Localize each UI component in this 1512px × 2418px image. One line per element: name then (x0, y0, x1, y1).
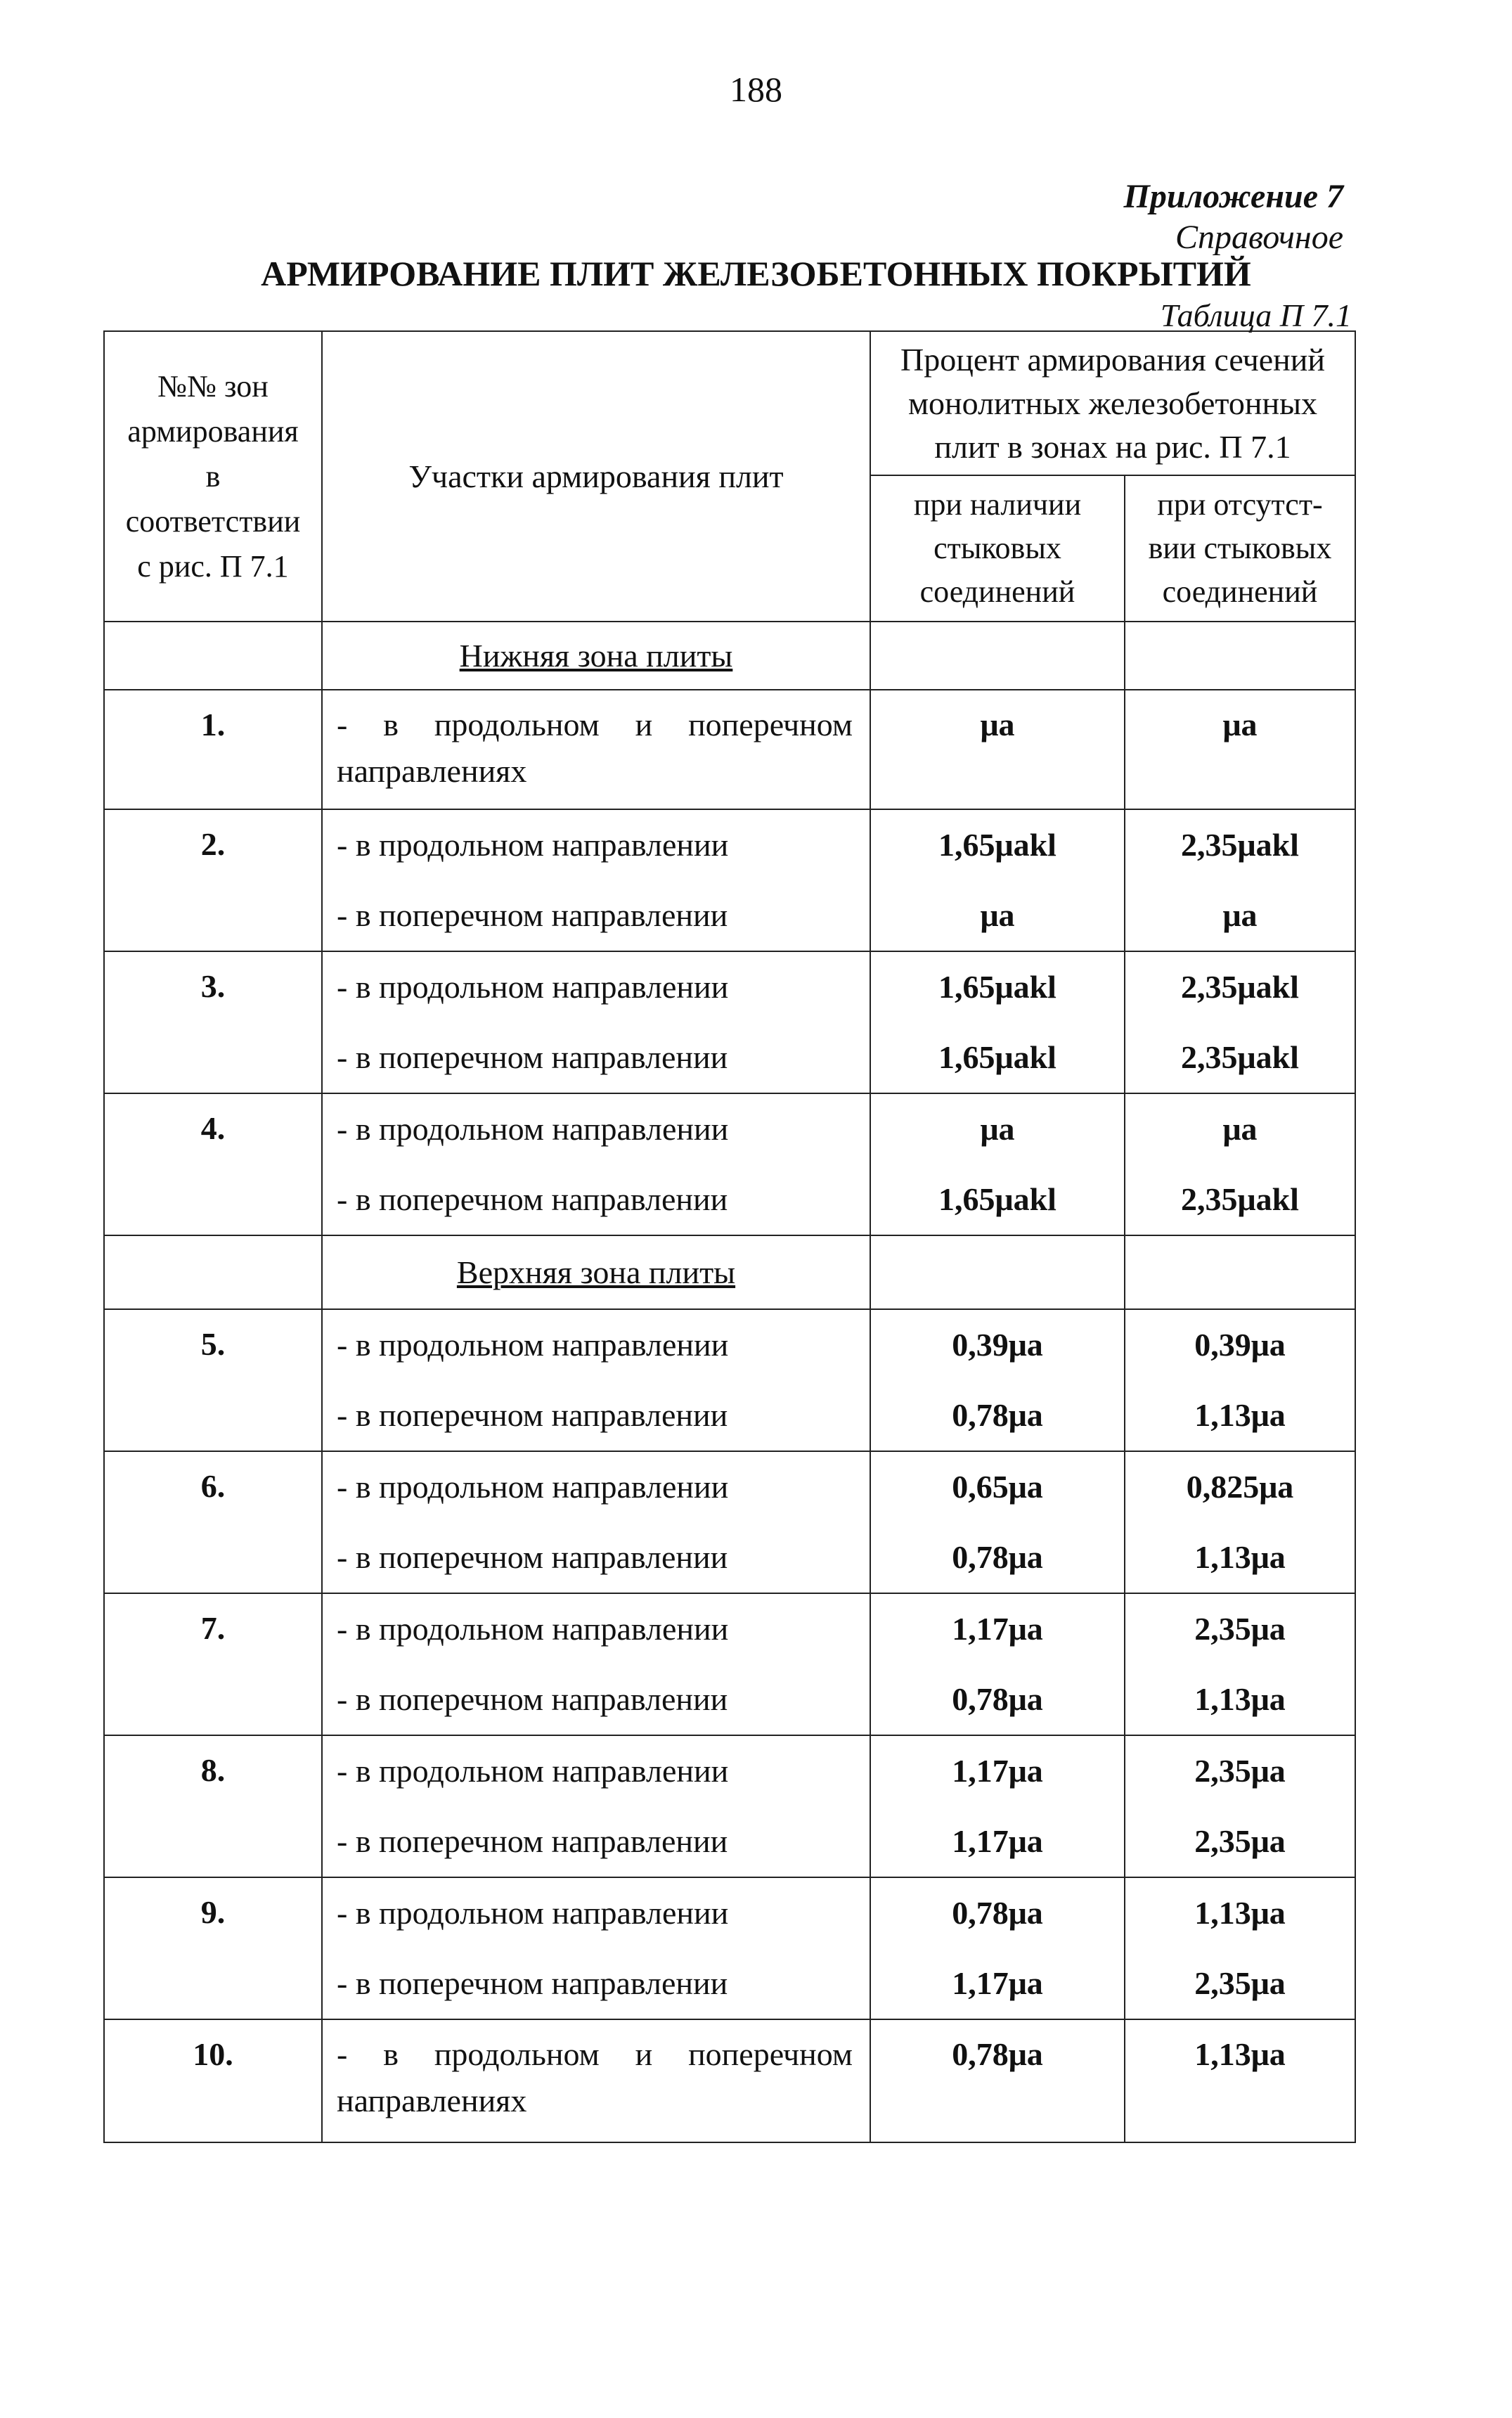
value-text: 2,35μa (1194, 1965, 1286, 2001)
table-header-row (104, 331, 1355, 475)
header-text: монолитных железобетонных (907, 385, 1318, 421)
document-title: АРМИРОВАНИЕ ПЛИТ ЖЕЛЕЗОБЕТОННЫХ ПОКРЫТИЙ (261, 254, 1251, 293)
header-text: №№ зон (157, 368, 269, 404)
value-text: 1,65μakl (938, 827, 1057, 863)
zone-number: 6. (104, 1451, 322, 1593)
header-text: соединений (919, 574, 1075, 609)
area-text-line: - в продольном направлении (337, 969, 729, 1005)
value-text: 2,35μa (1194, 1753, 1286, 1789)
value-text: 1,65μakl (938, 1181, 1057, 1217)
empty-cell (104, 1235, 322, 1309)
value-text: 0,78μa (952, 2036, 1043, 2072)
value-text: 1,13μa (1194, 2036, 1286, 2072)
area-text-line: - в поперечном направлении (337, 1397, 728, 1433)
reinforcement-table (103, 330, 1356, 2143)
value-text: 2,35μa (1194, 1823, 1286, 1859)
value-text: 1,65μakl (938, 1039, 1057, 1075)
reference-note: Справочное (1175, 219, 1343, 256)
value-text: μa (980, 1111, 1015, 1147)
word: продольном (434, 707, 600, 742)
empty-cell (1125, 622, 1355, 690)
value-text: 1,17μa (952, 1611, 1043, 1647)
value-text: μa (1222, 707, 1258, 742)
area-text-line: - в поперечном направлении (337, 1681, 728, 1717)
empty-cell (870, 622, 1125, 690)
header-areas: Участки армирования плит (322, 331, 870, 622)
value-text: μa (980, 707, 1015, 742)
table-row (104, 1309, 1355, 1451)
value-text: 2,35μakl (1181, 1039, 1299, 1075)
empty-cell (1125, 1235, 1355, 1309)
header-text: вии стыковых (1148, 531, 1332, 565)
value-without-joints (1125, 690, 1355, 809)
section-title-text: Нижняя зона плиты (459, 638, 733, 674)
value-without-joints (1125, 1451, 1355, 1593)
header-percent (870, 331, 1355, 475)
zone-number: 3. (104, 951, 322, 1093)
area-text-line: - в продольном направлении (337, 1327, 729, 1363)
value-with-joints (870, 1877, 1125, 2019)
word: продольном (434, 2036, 600, 2072)
value-text: 2,35μakl (1181, 827, 1299, 863)
value-text: 0,39μa (1194, 1327, 1286, 1363)
area-text-line: - в продольном направлении (337, 827, 729, 863)
empty-cell (104, 622, 322, 690)
area-text-line (337, 702, 853, 748)
reinforcement-area (322, 690, 870, 809)
table-row (104, 690, 1355, 809)
value-text: 1,13μa (1194, 1681, 1286, 1717)
value-without-joints (1125, 1735, 1355, 1877)
value-with-joints (870, 1593, 1125, 1735)
table-row (104, 1451, 1355, 1593)
word: - (337, 2036, 348, 2072)
area-text-line: - в поперечном направлении (337, 897, 728, 933)
value-text: 1,65μakl (938, 969, 1057, 1005)
header-without-joints (1125, 475, 1355, 622)
header-zone-number (104, 331, 322, 622)
area-text-line: - в продольном направлении (337, 1111, 729, 1147)
value-with-joints (870, 809, 1125, 951)
header-text: при отсутст- (1157, 487, 1323, 522)
appendix-label: Приложение 7 (1123, 178, 1343, 215)
area-text-line: - в продольном направлении (337, 1895, 729, 1931)
zone-number: 1. (104, 690, 322, 809)
value-text: 0,78μa (952, 1397, 1043, 1433)
word: и (635, 2036, 653, 2072)
value-with-joints (870, 1735, 1125, 1877)
value-text: μa (980, 897, 1015, 933)
value-with-joints (870, 690, 1125, 809)
area-text-line: направлениях (337, 2083, 527, 2118)
value-text: 1,13μa (1194, 1539, 1286, 1575)
reinforcement-area (322, 1309, 870, 1451)
value-text: 1,17μa (952, 1965, 1043, 2001)
value-text: 0,65μa (952, 1469, 1043, 1505)
area-text-line: - в поперечном направлении (337, 1181, 728, 1217)
zone-number: 8. (104, 1735, 322, 1877)
zone-number: 5. (104, 1309, 322, 1451)
area-text-line: - в продольном направлении (337, 1611, 729, 1647)
page-number: 188 (730, 70, 782, 109)
value-text: 0,825μa (1186, 1469, 1294, 1505)
area-text-line: - в поперечном направлении (337, 1039, 728, 1075)
header-text: в (205, 458, 221, 494)
header-text: с рис. П 7.1 (137, 548, 289, 584)
value-with-joints (870, 2019, 1125, 2142)
header-text: при наличии (913, 487, 1082, 522)
zone-number: 7. (104, 1593, 322, 1735)
value-text: 2,35μa (1194, 1611, 1286, 1647)
table-row (104, 1593, 1355, 1735)
value-without-joints (1125, 1877, 1355, 2019)
zone-number: 4. (104, 1093, 322, 1235)
area-text-line (337, 2031, 853, 2078)
area-text-line: - в продольном направлении (337, 1469, 729, 1505)
value-text: 0,78μa (952, 1681, 1043, 1717)
area-text (323, 690, 870, 795)
value-text: 1,13μa (1194, 1895, 1286, 1931)
value-text: 0,39μa (952, 1327, 1043, 1363)
table-row (104, 2019, 1355, 2142)
table-row (104, 951, 1355, 1093)
word: в (383, 2036, 399, 2072)
reinforcement-area (322, 1093, 870, 1235)
value-text: 0,78μa (952, 1895, 1043, 1931)
area-text-line: - в поперечном направлении (337, 1823, 728, 1859)
value-text: 1,17μa (952, 1753, 1043, 1789)
table-caption: Таблица П 7.1 (1160, 297, 1352, 333)
section-row-lower (104, 622, 1355, 690)
table-row (104, 809, 1355, 951)
value-text: 1,13μa (1194, 1397, 1286, 1433)
header-with-joints (870, 475, 1125, 622)
area-text-line: - в поперечном направлении (337, 1539, 728, 1575)
value-without-joints (1125, 1093, 1355, 1235)
value-with-joints (870, 1451, 1125, 1593)
zone-number: 2. (104, 809, 322, 951)
area-text-line: - в поперечном направлении (337, 1965, 728, 2001)
area-text (323, 2020, 870, 2124)
value-with-joints (870, 1309, 1125, 1451)
reinforcement-area (322, 1451, 870, 1593)
section-row-upper (104, 1235, 1355, 1309)
value-text: 2,35μakl (1181, 1181, 1299, 1217)
value-without-joints (1125, 1309, 1355, 1451)
value-text: 2,35μakl (1181, 969, 1299, 1005)
value-without-joints (1125, 2019, 1355, 2142)
reinforcement-area (322, 1877, 870, 2019)
reinforcement-area (322, 951, 870, 1093)
section-title (322, 1235, 870, 1309)
section-title-text: Верхняя зона плиты (456, 1254, 736, 1290)
header-text: соединений (1162, 574, 1318, 609)
value-text: 1,17μa (952, 1823, 1043, 1859)
value-with-joints (870, 951, 1125, 1093)
value-with-joints (870, 1093, 1125, 1235)
zone-number: 10. (104, 2019, 322, 2142)
empty-cell (870, 1235, 1125, 1309)
reinforcement-area (322, 1593, 870, 1735)
value-without-joints (1125, 1593, 1355, 1735)
area-text-line: направлениях (337, 753, 527, 789)
header-text: соответствии (125, 503, 301, 539)
word: в (383, 707, 399, 742)
header-text: плит в зонах на рис. П 7.1 (934, 428, 1291, 465)
word: и (635, 707, 653, 742)
reinforcement-area (322, 809, 870, 951)
word: поперечном (688, 2036, 853, 2072)
value-without-joints (1125, 951, 1355, 1093)
reinforcement-area (322, 1735, 870, 1877)
value-without-joints (1125, 809, 1355, 951)
value-text: 0,78μa (952, 1539, 1043, 1575)
reinforcement-area (322, 2019, 870, 2142)
table-row (104, 1735, 1355, 1877)
section-title (322, 622, 870, 690)
word: поперечном (688, 707, 853, 742)
header-text: Процент армирования сечений (900, 341, 1325, 378)
header-text: стыковых (933, 531, 1061, 565)
table-row (104, 1093, 1355, 1235)
area-text-line: - в продольном направлении (337, 1753, 729, 1789)
header-text: армирования (127, 413, 299, 449)
value-text: μa (1222, 897, 1258, 933)
zone-number: 9. (104, 1877, 322, 2019)
table-row (104, 1877, 1355, 2019)
word: - (337, 707, 348, 742)
value-text: μa (1222, 1111, 1258, 1147)
